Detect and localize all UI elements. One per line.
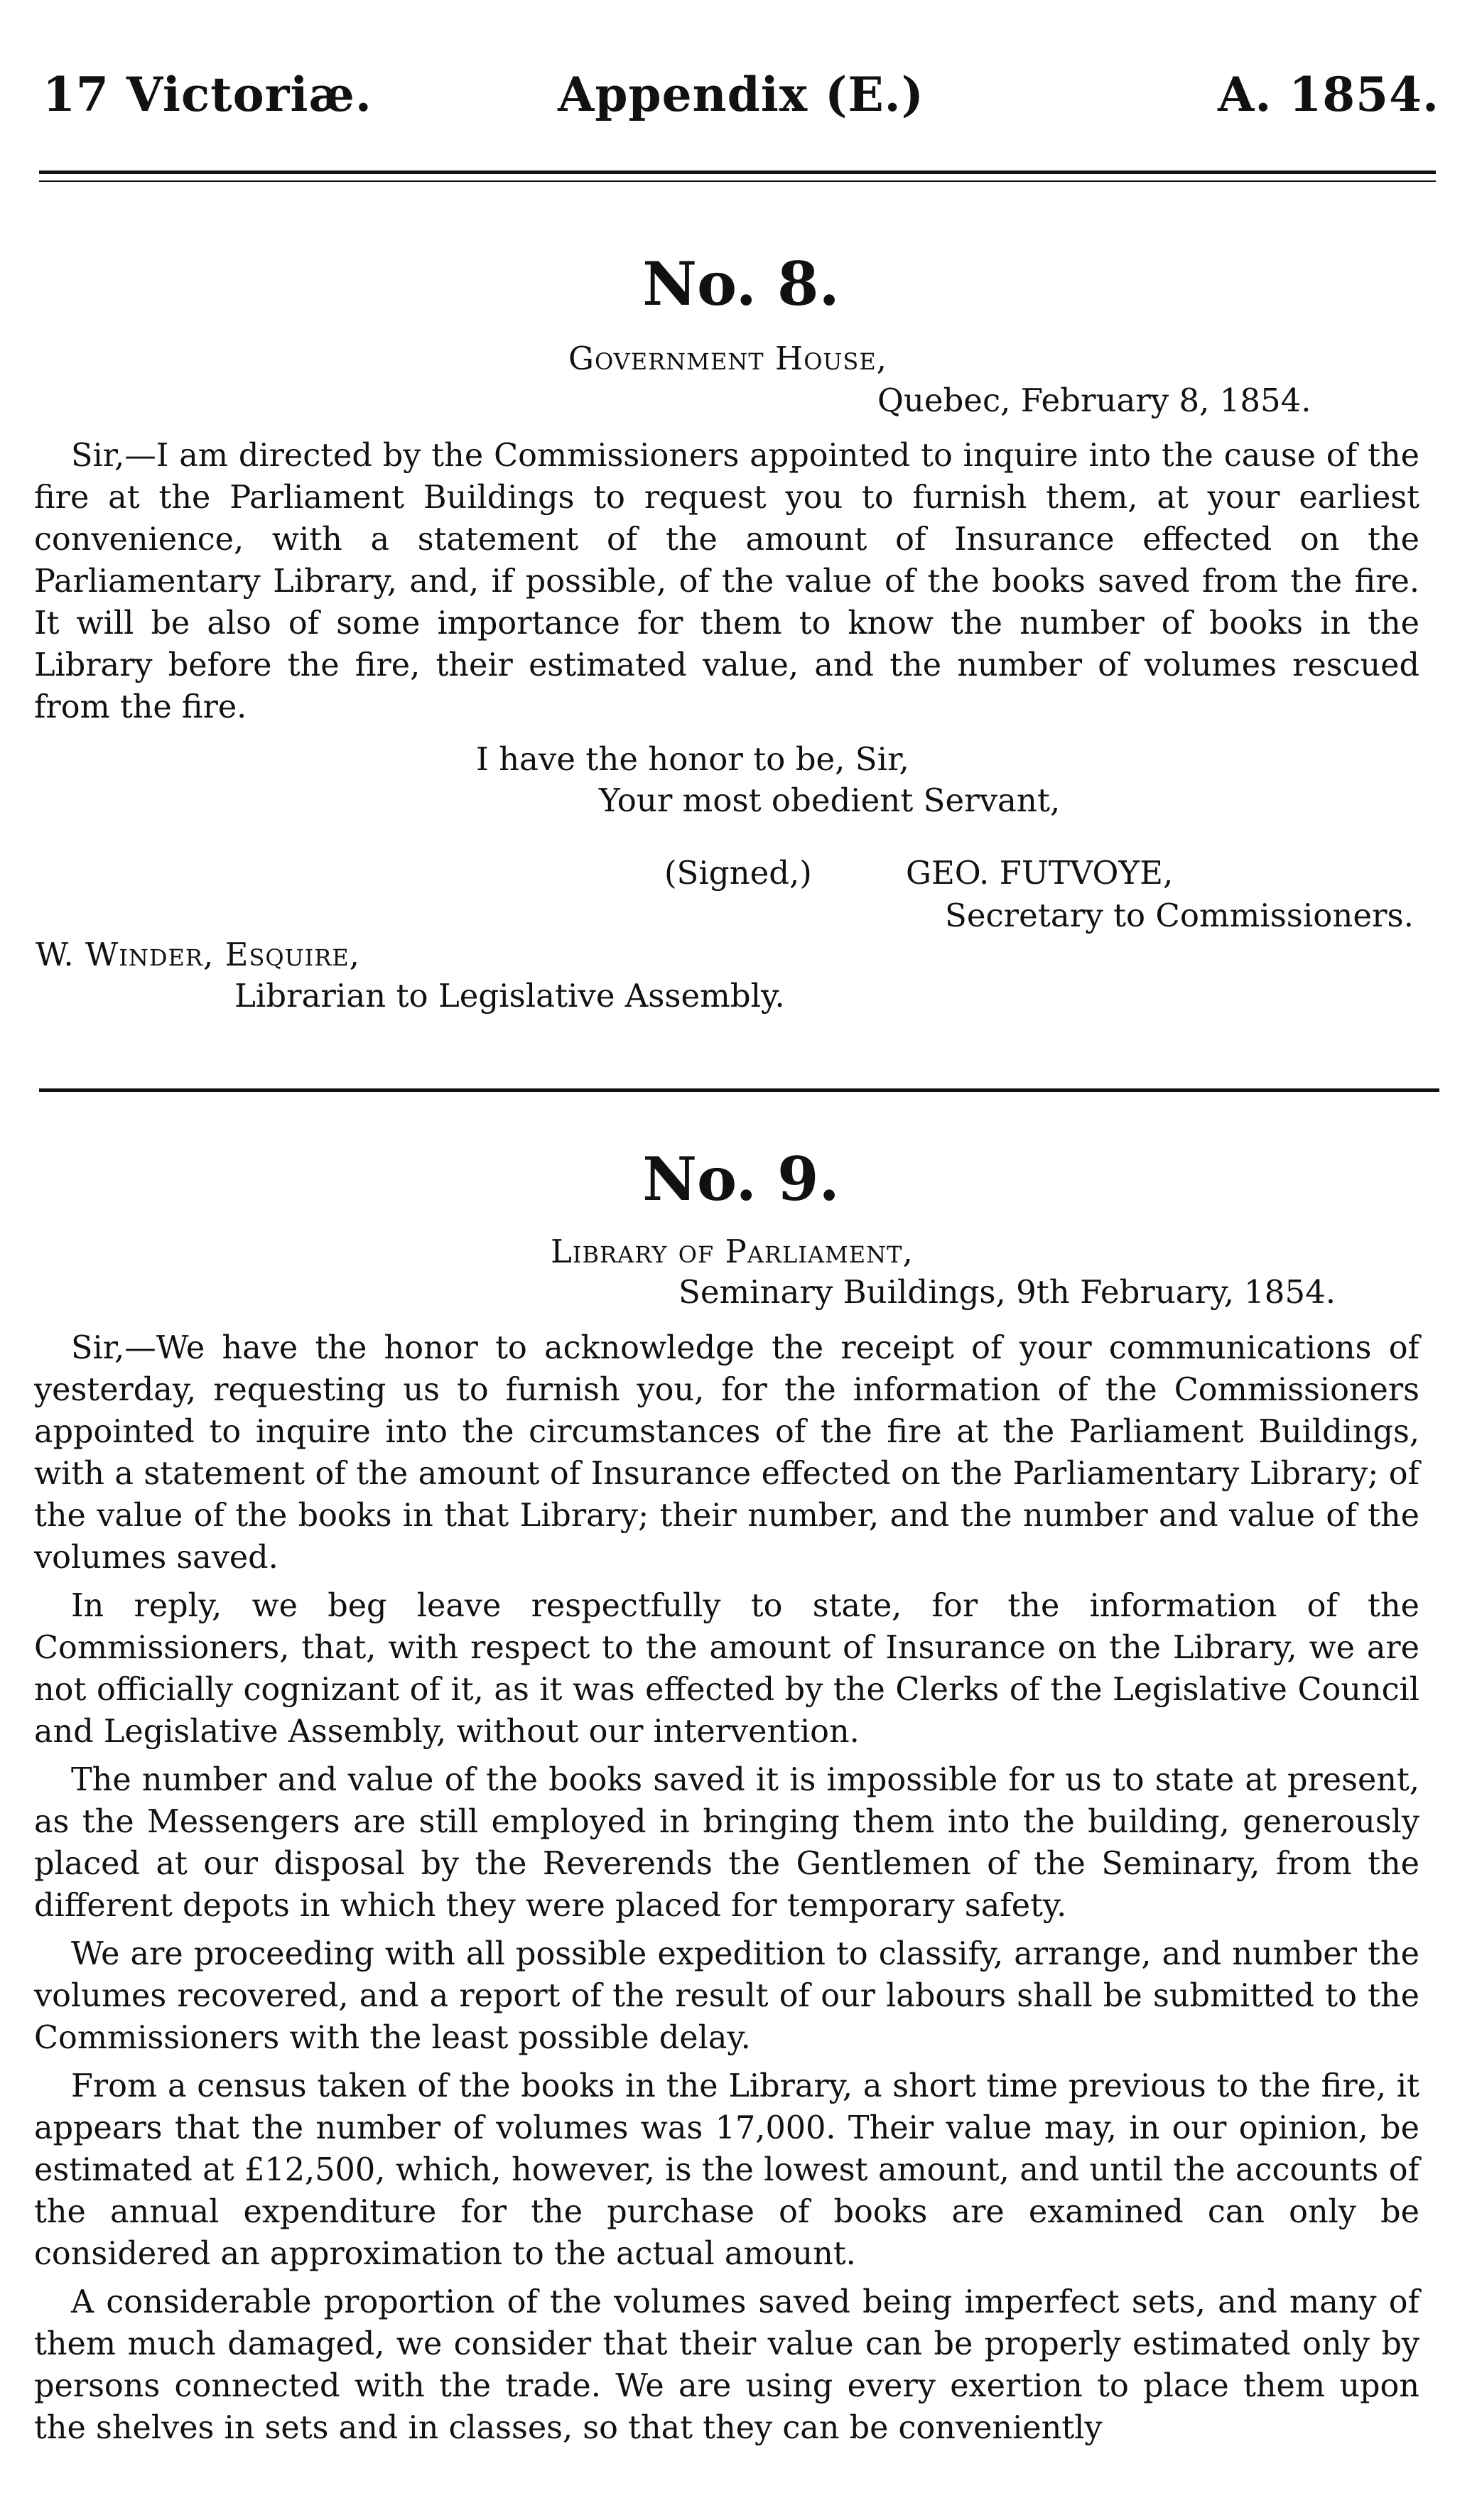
header-session: 17 Victoriæ. <box>43 67 372 122</box>
letter-9-body <box>34 1327 1419 2455</box>
header-double-rule <box>39 171 1436 174</box>
header-year: A. 1854. <box>1218 67 1439 122</box>
letter-9-paragraph: In reply, we beg leave respectfully to state, for the information of the Commissioners, that, with respect to the amount of Insurance on the Library, we are not officially cognizant of it, as it was effected by the Clerks of the Legislative Council and Legislative Assembly, without our intervention. <box>34 1588 1419 1750</box>
letter-9-number: No. 9. <box>642 1144 840 1214</box>
letter-8-paragraph: Sir,—I am directed by the Commissioners appointed to inquire into the cause of the fire at the Parliament Buildings to request you to furnish them, at your earliest convenience, with a statement of the amount of Insurance effected on the Parliamentary Library, and, if possible, of the value of the books saved from the fire. It will be also of some importance for them to know the number of books in the Library before the fire, their estimated value, and the number of volumes rescued from the fire. <box>34 438 1419 725</box>
letter-8-closing1: I have the honor to be, Sir, <box>476 740 909 778</box>
letter-8-recipient-title: Librarian to Legislative Assembly. <box>234 977 785 1015</box>
letter-9-address-line2: Seminary Buildings, 9th February, 1854. <box>678 1273 1336 1311</box>
letter-8-recipient-name: W. Winder, Esquire, <box>36 936 360 973</box>
letter-8-address-line1: Government House, <box>568 340 887 377</box>
section-divider-rule <box>39 1088 1439 1092</box>
letter-9-paragraph: Sir,—We have the honor to acknowledge the receipt of your communications of yesterday, requesting us to furnish you, for the information of the Commissioners appointed to inquire into the circumstances of the fire at the Parliament Buildings, with a statement of the amount of Insurance effected on the Parliamentary Library; of the value of the books in that Library; their number, and the number and value of the volumes saved. <box>34 1330 1419 1576</box>
letter-9-paragraph: We are proceeding with all possible expedition to classify, arrange, and number the volumes recovered, and a report of the result of our labours shall be submitted to the Commissioners with the least possible delay. <box>34 1936 1419 2056</box>
letter-9-paragraph: From a census taken of the books in the Library, a short time previous to the fire, it appears that the number of volumes was 17,000. Their value may, in our opinion, be estimated at £12,500, which, however, is the lowest amount, and until the accounts of the annual expenditure for the purchase of books are examined can only be considered an approximation to the actual amount. <box>34 2068 1419 2272</box>
letter-9-address-line1: Library of Parliament, <box>551 1233 914 1270</box>
letter-8-signatory: GEO. FUTVOYE, <box>906 854 1174 892</box>
running-header <box>43 63 1439 126</box>
letter-8-body <box>34 435 1419 735</box>
letter-8-signed-label: (Signed,) <box>664 854 812 892</box>
header-appendix: Appendix (E.) <box>558 67 924 122</box>
letter-8-address-line2: Quebec, February 8, 1854. <box>877 382 1311 419</box>
letter-9-paragraph: A considerable proportion of the volumes saved being imperfect sets, and many of them much damaged, we consider that their value can be properly estimated only by persons connected with the trade. We are using every exertion to place them upon the shelves in sets and in classes, so that they can be conveniently <box>34 2284 1419 2446</box>
letter-8-closing2: Your most obedient Servant, <box>599 782 1061 819</box>
letter-8-signatory-title: Secretary to Commissioners. <box>945 897 1414 934</box>
letter-9-paragraph: The number and value of the books saved it is impossible for us to state at present, as the Messengers are still employed in bringing them into the building, generously placed at our disposal by the Reverends the Gentlemen of the Seminary, from the different depots in which they were placed for temporary safety. <box>34 1762 1419 1924</box>
letter-8-number: No. 8. <box>642 249 840 319</box>
